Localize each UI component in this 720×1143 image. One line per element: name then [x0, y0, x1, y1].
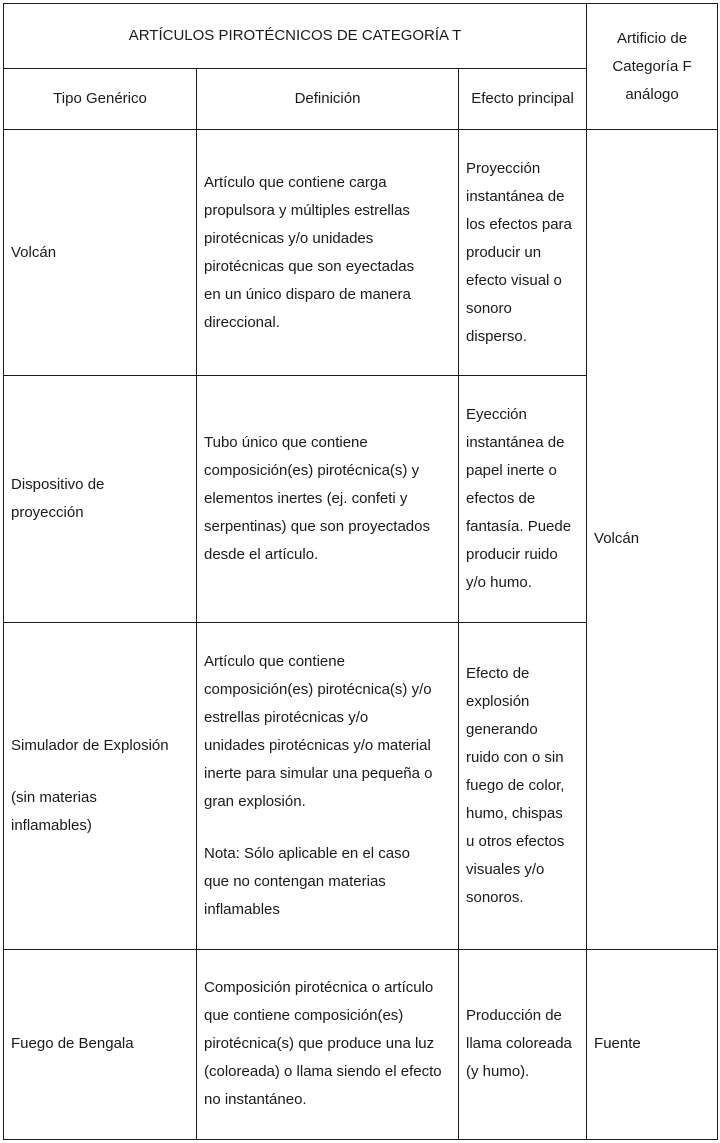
cell-line: sonoros. — [466, 888, 524, 906]
cell-line: elementos inertes (ej. confeti y — [204, 489, 408, 507]
cell-line: que no contengan materias — [204, 872, 386, 890]
cell-line: explosión — [466, 692, 530, 710]
cell-line: no instantáneo. — [204, 1091, 307, 1109]
cell-line: producir ruido — [466, 545, 558, 563]
cell-line: gran explosión. — [204, 792, 306, 810]
cell-line: pirotécnicas que son eyectadas — [204, 257, 415, 275]
analog-header-line: Categoría F — [612, 57, 692, 75]
cell-analogo: Fuente — [587, 949, 718, 1139]
cell-line: sonoro — [466, 299, 512, 317]
cell-definicion — [197, 949, 459, 1139]
cell-line: Tubo único que contiene — [204, 433, 368, 451]
cell-line: visuales y/o — [466, 860, 545, 878]
cell-tipo — [4, 622, 197, 949]
cell-tipo — [4, 130, 197, 376]
cell-line: pirotécnica(s) que produce una luz — [204, 1035, 435, 1053]
pyrotechnics-table — [3, 3, 718, 1140]
cell-line: Artículo que contiene carga — [204, 173, 387, 191]
cell-line: ruido con o sin — [466, 748, 564, 766]
cell-line: disperso. — [466, 327, 527, 345]
cell-line: (coloreada) o llama siendo el efecto — [204, 1063, 442, 1081]
table-main-title: ARTÍCULOS PIROTÉCNICOS DE CATEGORÍA T — [4, 4, 587, 69]
cell-tipo — [4, 376, 197, 622]
cell-line: serpentinas) que son proyectados — [204, 517, 430, 535]
cell-line: inflamables — [204, 900, 280, 918]
cell-line: papel inerte o — [466, 461, 557, 479]
cell-efecto — [459, 949, 587, 1139]
cell-tipo — [4, 949, 197, 1139]
table-row — [4, 130, 718, 376]
cell-line: Volcán — [11, 243, 57, 261]
cell-line: inerte para simular una pequeña o — [204, 764, 433, 782]
cell-line: Dispositivo de — [11, 475, 105, 493]
cell-line: direccional. — [204, 313, 280, 331]
cell-definicion — [197, 376, 459, 622]
cell-definicion — [197, 130, 459, 376]
cell-line: efectos de — [466, 489, 536, 507]
column-header-definicion: Definición — [197, 69, 459, 130]
cell-efecto — [459, 130, 587, 376]
cell-line: generando — [466, 720, 538, 738]
cell-line: y/o humo. — [466, 573, 532, 591]
cell-line: composición(es) pirotécnica(s) y/o — [204, 680, 432, 698]
cell-line: instantánea de — [466, 187, 565, 205]
cell-line: Artículo que contiene — [204, 652, 345, 670]
cell-line: (sin materias — [11, 788, 97, 806]
cell-line: Nota: Sólo aplicable en el caso — [204, 844, 410, 862]
cell-line: fuego de color, — [466, 776, 565, 794]
cell-line: producir un — [466, 243, 542, 261]
column-header-efecto: Efecto principal — [459, 69, 587, 130]
cell-line: que contiene composición(es) — [204, 1007, 404, 1025]
cell-line: fantasía. Puede — [466, 517, 572, 535]
cell-line: inflamables) — [11, 816, 92, 834]
cell-line: Producción de — [466, 1007, 562, 1025]
cell-line: propulsora y múltiples estrellas — [204, 201, 410, 219]
cell-line: u otros efectos — [466, 832, 565, 850]
cell-line: Proyección — [466, 159, 541, 177]
table-row — [4, 949, 718, 1139]
cell-efecto — [459, 376, 587, 622]
cell-line: (y humo). — [466, 1063, 530, 1081]
cell-line: efecto visual o — [466, 271, 562, 289]
cell-line: estrellas pirotécnicas y/o — [204, 708, 369, 726]
cell-line: Eyección — [466, 405, 527, 423]
cell-line: composición(es) pirotécnica(s) y — [204, 461, 420, 479]
cell-line: instantánea de — [466, 433, 565, 451]
cell-line: unidades pirotécnicas y/o material — [204, 736, 431, 754]
analog-category-header — [587, 4, 718, 130]
column-header-tipo: Tipo Genérico — [4, 69, 197, 130]
cell-line: pirotécnicas y/o unidades — [204, 229, 374, 247]
analog-header-line: análogo — [625, 85, 679, 103]
cell-line: Efecto de — [466, 664, 530, 682]
cell-efecto — [459, 622, 587, 949]
cell-line: Simulador de Explosión — [11, 736, 169, 754]
cell-analogo-merged: Volcán — [587, 130, 718, 950]
cell-line: llama coloreada — [466, 1035, 572, 1053]
cell-line: proyección — [11, 503, 84, 521]
cell-line: Fuego de Bengala — [11, 1035, 134, 1053]
cell-line: desde el artículo. — [204, 545, 319, 563]
cell-line: Composición pirotécnica o artículo — [204, 979, 434, 997]
cell-line: los efectos para — [466, 215, 572, 233]
cell-line: humo, chispas — [466, 804, 563, 822]
cell-line: en un único disparo de manera — [204, 285, 411, 303]
cell-definicion — [197, 622, 459, 949]
analog-header-line: Artificio de — [617, 29, 688, 47]
